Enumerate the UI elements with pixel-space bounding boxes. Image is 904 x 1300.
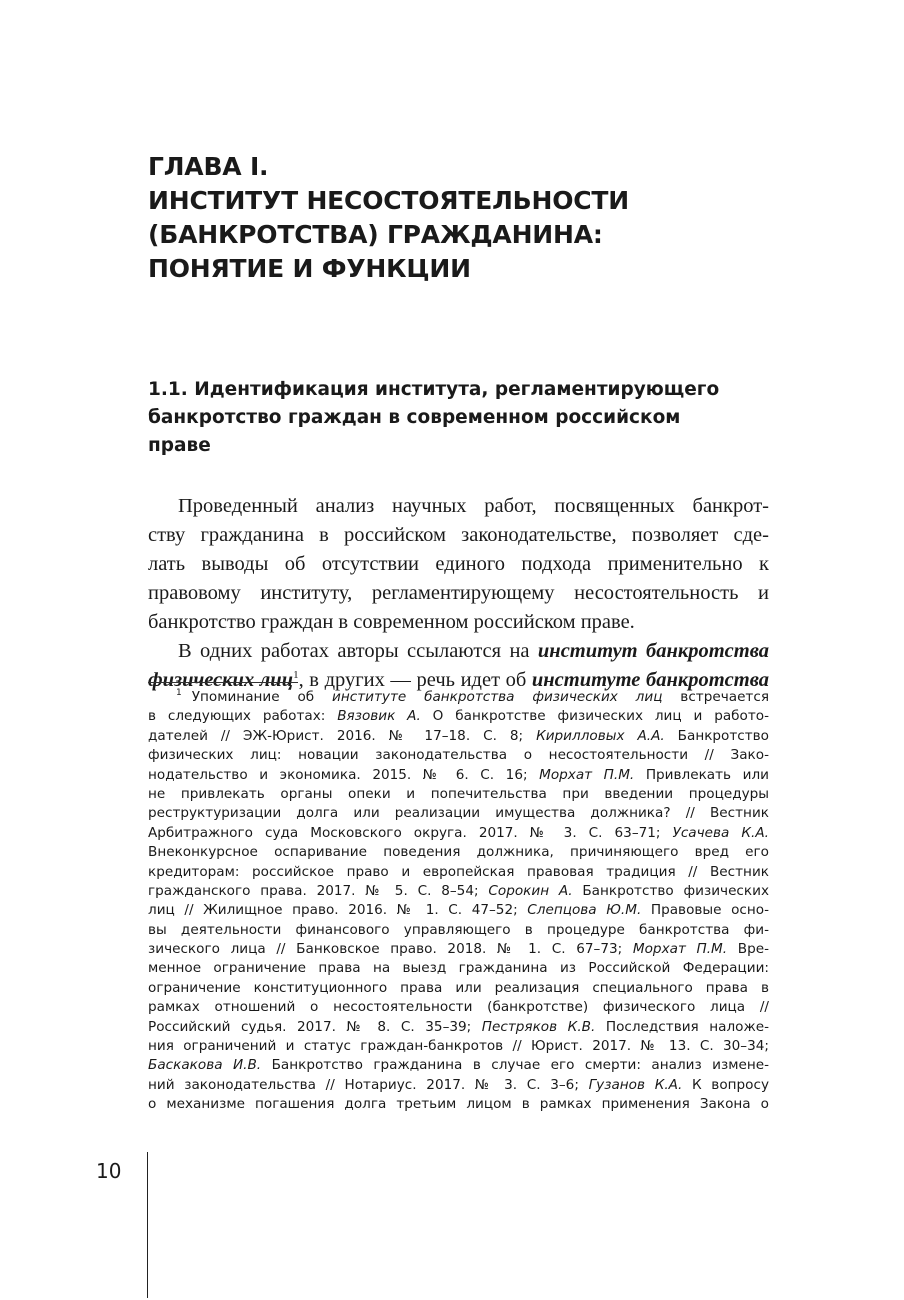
footnote-line: ограничение конституционного права или реализация специального права в	[148, 979, 769, 996]
footnote-line: Внеконкурсное оспаривание поведения должника, причиняющего вред его	[148, 844, 769, 861]
text-line: ству гражданина в российском законодательстве, позволяет сде-	[148, 524, 769, 546]
footnote-line	[148, 766, 769, 785]
author-name: Сорокин А.	[488, 882, 573, 899]
text-line: банкротство граждан в современном российском праве.	[148, 611, 635, 633]
text-line	[148, 637, 769, 666]
chapter-title-line: ГЛАВА I.	[148, 152, 269, 181]
footnote-line: ния ограничений и статус граждан-банкротов // Юрист. 2017. № 13. С. 30–34;	[148, 1038, 769, 1055]
text-run: К вопросу	[682, 1076, 769, 1093]
footnote-line	[148, 707, 769, 726]
emphasis-text: институте банкротства физических лиц	[332, 689, 663, 705]
footnote-line: вы деятельности финансового управляющего в процедуре банкротства фи-	[148, 921, 769, 938]
text-run: Банкротство физических	[572, 882, 770, 899]
footnote-separator	[148, 682, 298, 683]
section-title	[148, 376, 778, 460]
footnote-line: физических лиц: новации законодательства о несостоятельности // Зако-	[148, 747, 769, 764]
text-run: дателей // ЭЖ-Юрист. 2016. № 17–18. С. 8;	[148, 727, 537, 744]
section-title-line: банкротство граждан в современном российском	[148, 407, 681, 428]
emphasis-text: физических лиц	[148, 669, 294, 691]
footnote-line: о механизме погашения долга третьим лицом в рамках применения Закона о	[148, 1096, 769, 1113]
text-run: Упоминание об	[191, 689, 333, 705]
text-run: встречается	[662, 689, 769, 705]
text-run: Привлекать или	[634, 766, 769, 783]
text-run: в следующих работах:	[148, 708, 338, 725]
text-run: , в других — речь идет об	[298, 669, 532, 691]
text-run: В одних работах авторы ссылаются на	[178, 640, 538, 662]
footnote	[148, 688, 769, 1115]
text-run: О банкротстве физических лиц и работо-	[420, 708, 769, 725]
text-run: Последствия наложе-	[595, 1018, 770, 1035]
footnote-line	[148, 688, 769, 707]
footnote-line	[148, 727, 769, 746]
author-name: Баскакова И.В.	[148, 1057, 262, 1074]
page-margin-rule	[147, 1152, 148, 1298]
text-run: гражданского права. 2017. № 5. С. 8–54;	[148, 882, 489, 899]
footnote-line: рамках отношений о несостоятельности (банкротстве) физического лица //	[148, 999, 769, 1016]
author-name: Вязовик А.	[337, 708, 421, 725]
footnote-line	[148, 824, 769, 843]
text-run: Правовые осно-	[641, 902, 769, 919]
text-run: ний законодательства // Нотариус. 2017. № 3. С. 3–6;	[148, 1076, 589, 1093]
footnote-line	[148, 1076, 769, 1095]
footnote-reference[interactable]: 1	[293, 669, 299, 682]
page-number: 10	[96, 1159, 122, 1183]
paragraph	[148, 492, 769, 637]
text-run: Российский судья. 2017. № 8. С. 35–39;	[148, 1018, 482, 1035]
paragraph	[148, 637, 769, 695]
author-name: Морхат П.М.	[539, 766, 635, 783]
author-name: Кирилловых А.А.	[536, 727, 665, 744]
text-run: Банкротство	[664, 727, 770, 744]
footnote-line: менное ограничение права на выезд гражданина из Российской Федерации:	[148, 960, 769, 977]
footnote-line: реструктуризации долга или реализации имущества должника? // Вестник	[148, 805, 769, 822]
section-title-line: 1.1. Идентификация института, регламентирующего	[148, 379, 720, 400]
footnote-line	[148, 940, 769, 959]
author-name: Гузанов К.А.	[588, 1076, 683, 1093]
author-name: Пестряков К.В.	[481, 1018, 596, 1035]
footnote-marker: 1	[176, 688, 182, 699]
footnote-line	[148, 882, 769, 901]
author-name: Слепцова Ю.М.	[527, 902, 642, 919]
text-line: лать выводы об отсутствии единого подхода применительно к	[148, 553, 769, 575]
text-line: Проведенный анализ научных работ, посвященных банкрот-	[178, 495, 769, 517]
section-title-line: праве	[148, 435, 211, 456]
body-text	[148, 492, 769, 695]
chapter-title-line: ИНСТИТУТ НЕСОСТОЯТЕЛЬНОСТИ	[148, 186, 630, 215]
emphasis-text: институт банкротства	[537, 640, 769, 662]
footnote-line: не привлекать органы опеки и попечительства при введении процедуры	[148, 785, 769, 802]
text-run: Арбитражного суда Московского округа. 2017. № 3. С. 63–71;	[148, 824, 673, 841]
emphasis-text: институте банкротства	[531, 669, 769, 691]
text-run: нодательство и экономика. 2015. № 6. С. 16;	[148, 766, 540, 783]
text-run: Банкротство гражданина в случае его смерти: анализ измене-	[261, 1057, 769, 1074]
footnote-line: кредиторам: российское право и европейская правовая традиция // Вестник	[148, 863, 769, 880]
author-name: Усачева К.А.	[672, 824, 769, 841]
chapter-title-line: (БАНКРОТСТВА) ГРАЖДАНИНА:	[148, 220, 603, 249]
text-run: лиц // Жилищное право. 2016. № 1. С. 47–52;	[148, 902, 528, 919]
text-line: правовому институту, регламентирующему несостоятельность и	[148, 582, 769, 604]
footnote-line	[148, 1018, 769, 1037]
author-name: Морхат П.М.	[632, 941, 728, 958]
text-run: Вре-	[727, 941, 770, 958]
footnote-line	[148, 901, 769, 920]
footnote-line	[148, 1056, 769, 1075]
chapter-title	[148, 150, 788, 286]
chapter-title-line: ПОНЯТИЕ И ФУНКЦИИ	[148, 254, 471, 283]
text-run: зического лица // Банковское право. 2018. № 1. С. 67–73;	[148, 941, 633, 958]
